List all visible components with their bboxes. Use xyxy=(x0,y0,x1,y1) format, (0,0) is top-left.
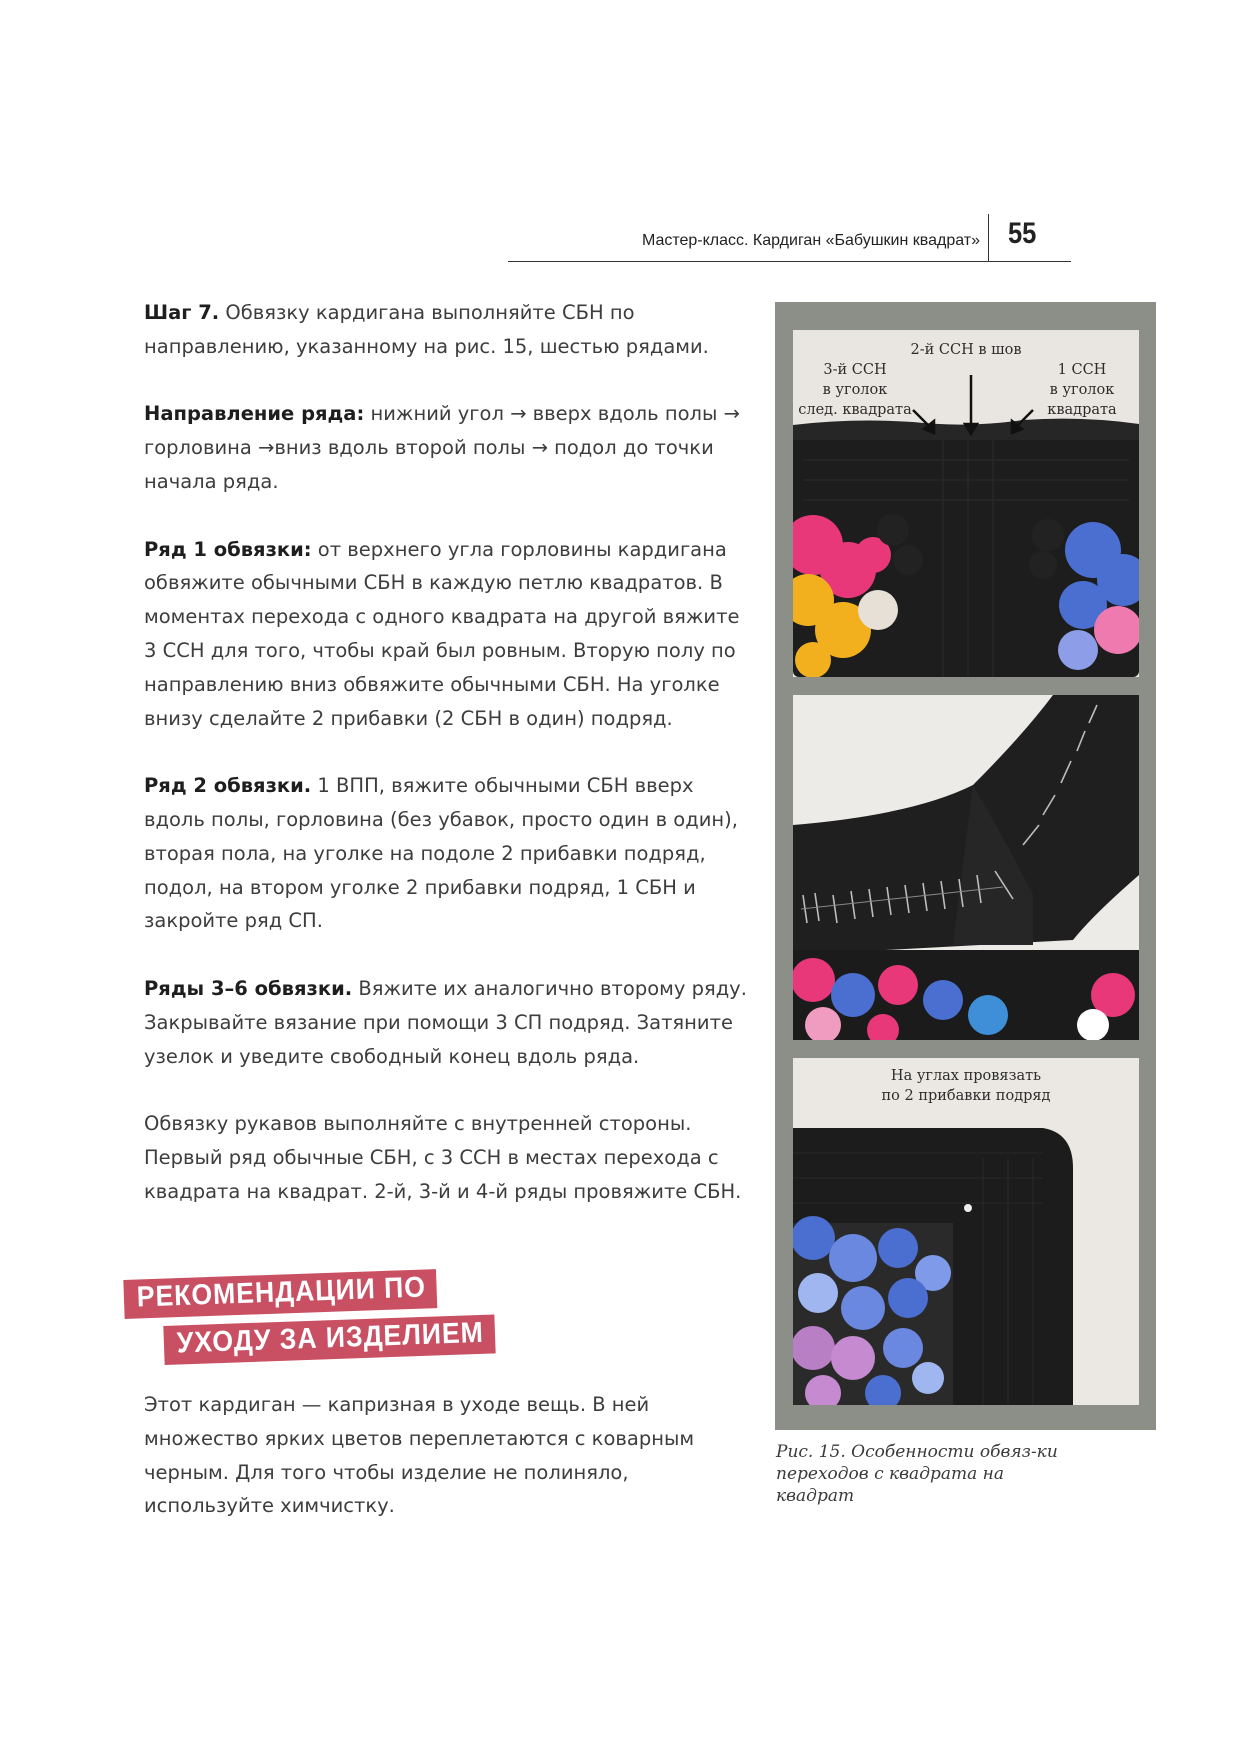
label-third-stitch xyxy=(795,360,915,420)
label-first-stitch-line-2: в уголок xyxy=(1049,382,1115,398)
label-third-stitch-line-2: в уголок xyxy=(822,382,888,398)
label-third-stitch-line-3: след. квадрата xyxy=(798,402,912,418)
row-2-paragraph xyxy=(144,769,756,938)
care-heading-line-2: УХОДУ ЗА ИЗДЕЛИЕМ xyxy=(163,1314,495,1365)
direction-paragraph xyxy=(144,397,756,498)
step-7-paragraph xyxy=(144,296,756,364)
photo-transition-stitches xyxy=(793,330,1139,677)
running-header xyxy=(508,214,1071,264)
photo-corner-increases xyxy=(793,1058,1139,1405)
label-first-stitch-line-1: 1 ССН xyxy=(1057,362,1107,378)
row-1-text: от верхнего угла горловины кардигана обвяжите обычными СБН в каждую петлю квадратов. В моментах перехода с одного квадрата на другой вяжите 3 ССН для того, чтобы край был ровным. Вторую полу по направлению вниз обвяжите обычными СБН. На уголке внизу сделайте 2 прибавки (2 СБН в один) подряд. xyxy=(144,537,740,730)
label-first-stitch-line-3: квадрата xyxy=(1047,402,1117,418)
rows-3-6-paragraph xyxy=(144,972,756,1073)
page-number: 55 xyxy=(1008,217,1037,250)
care-heading-line-1: РЕКОМЕНДАЦИИ ПО xyxy=(123,1269,437,1319)
photo-2-illustration xyxy=(793,695,1139,1040)
label-corner-increases xyxy=(793,1066,1139,1106)
step-7-lead: Шаг 7. xyxy=(144,301,220,324)
row-1-lead: Ряд 1 обвязки: xyxy=(144,537,312,561)
direction-lead: Направление ряда: xyxy=(144,402,365,426)
photo-3-illustration xyxy=(793,1058,1139,1405)
care-heading xyxy=(124,1272,484,1382)
figure-15-panel xyxy=(775,302,1156,1430)
row-2-text: 1 ВПП, вяжите обычными СБН вверх вдоль полы, горловина (без убавок, просто один в один), вторая пола, на уголке на подоле 2 прибавки подряд, подол, на втором уголке 2 прибавки подряд, 1 СБН и закройте ряд СП. xyxy=(144,774,738,933)
label-corner-increases-line-1: На углах провязать xyxy=(890,1068,1042,1084)
step-7-text: Обвязку кардигана выполняйте СБН по направлению, указанному на рис. 15, шестью рядами. xyxy=(144,301,709,358)
label-third-stitch-line-1: 3-й ССН xyxy=(823,362,887,378)
header-divider xyxy=(988,214,989,262)
sleeves-paragraph: Обвязку рукавов выполняйте с внутренней стороны. Первый ряд обычные СБН, с 3 ССН в местах перехода с квадрата на квадрат. 2-й, 3-й и 4-й ряды провяжите СБН. xyxy=(144,1112,742,1203)
care-paragraph: Этот кардиган — капризная в уходе вещь. В ней множество ярких цветов переплетаются с коварным черным. Для того чтобы изделие не полиняло, используйте химчистку. xyxy=(144,1393,695,1518)
direction-text: нижний угол → вверх вдоль полы → горловина →вниз вдоль второй полы → подол до точки начала ряда. xyxy=(144,402,740,493)
label-first-stitch xyxy=(1029,360,1135,420)
label-corner-increases-line-2: по 2 прибавки подряд xyxy=(881,1088,1051,1104)
row-2-lead: Ряд 2 обвязки. xyxy=(144,774,312,798)
main-text xyxy=(144,296,756,1209)
photo-seam-back xyxy=(793,695,1139,1040)
header-rule xyxy=(508,261,1071,262)
row-1-paragraph xyxy=(144,533,756,736)
rows-3-6-text: Вяжите их аналогично второму ряду. Закрывайте вязание при помощи 3 СП подряд. Затяните узелок и уведите свободный конец вдоль ряда. xyxy=(144,976,747,1068)
label-second-stitch: 2-й ССН в шов xyxy=(910,342,1022,358)
running-title: Мастер-класс. Кардиган «Бабушкин квадрат» xyxy=(641,232,980,249)
figure-caption: Рис. 15. Особенности обвяз-ки переходов с квадрата на квадрат xyxy=(776,1442,1058,1506)
rows-3-6-lead: Ряды 3–6 обвязки. xyxy=(144,976,353,1000)
